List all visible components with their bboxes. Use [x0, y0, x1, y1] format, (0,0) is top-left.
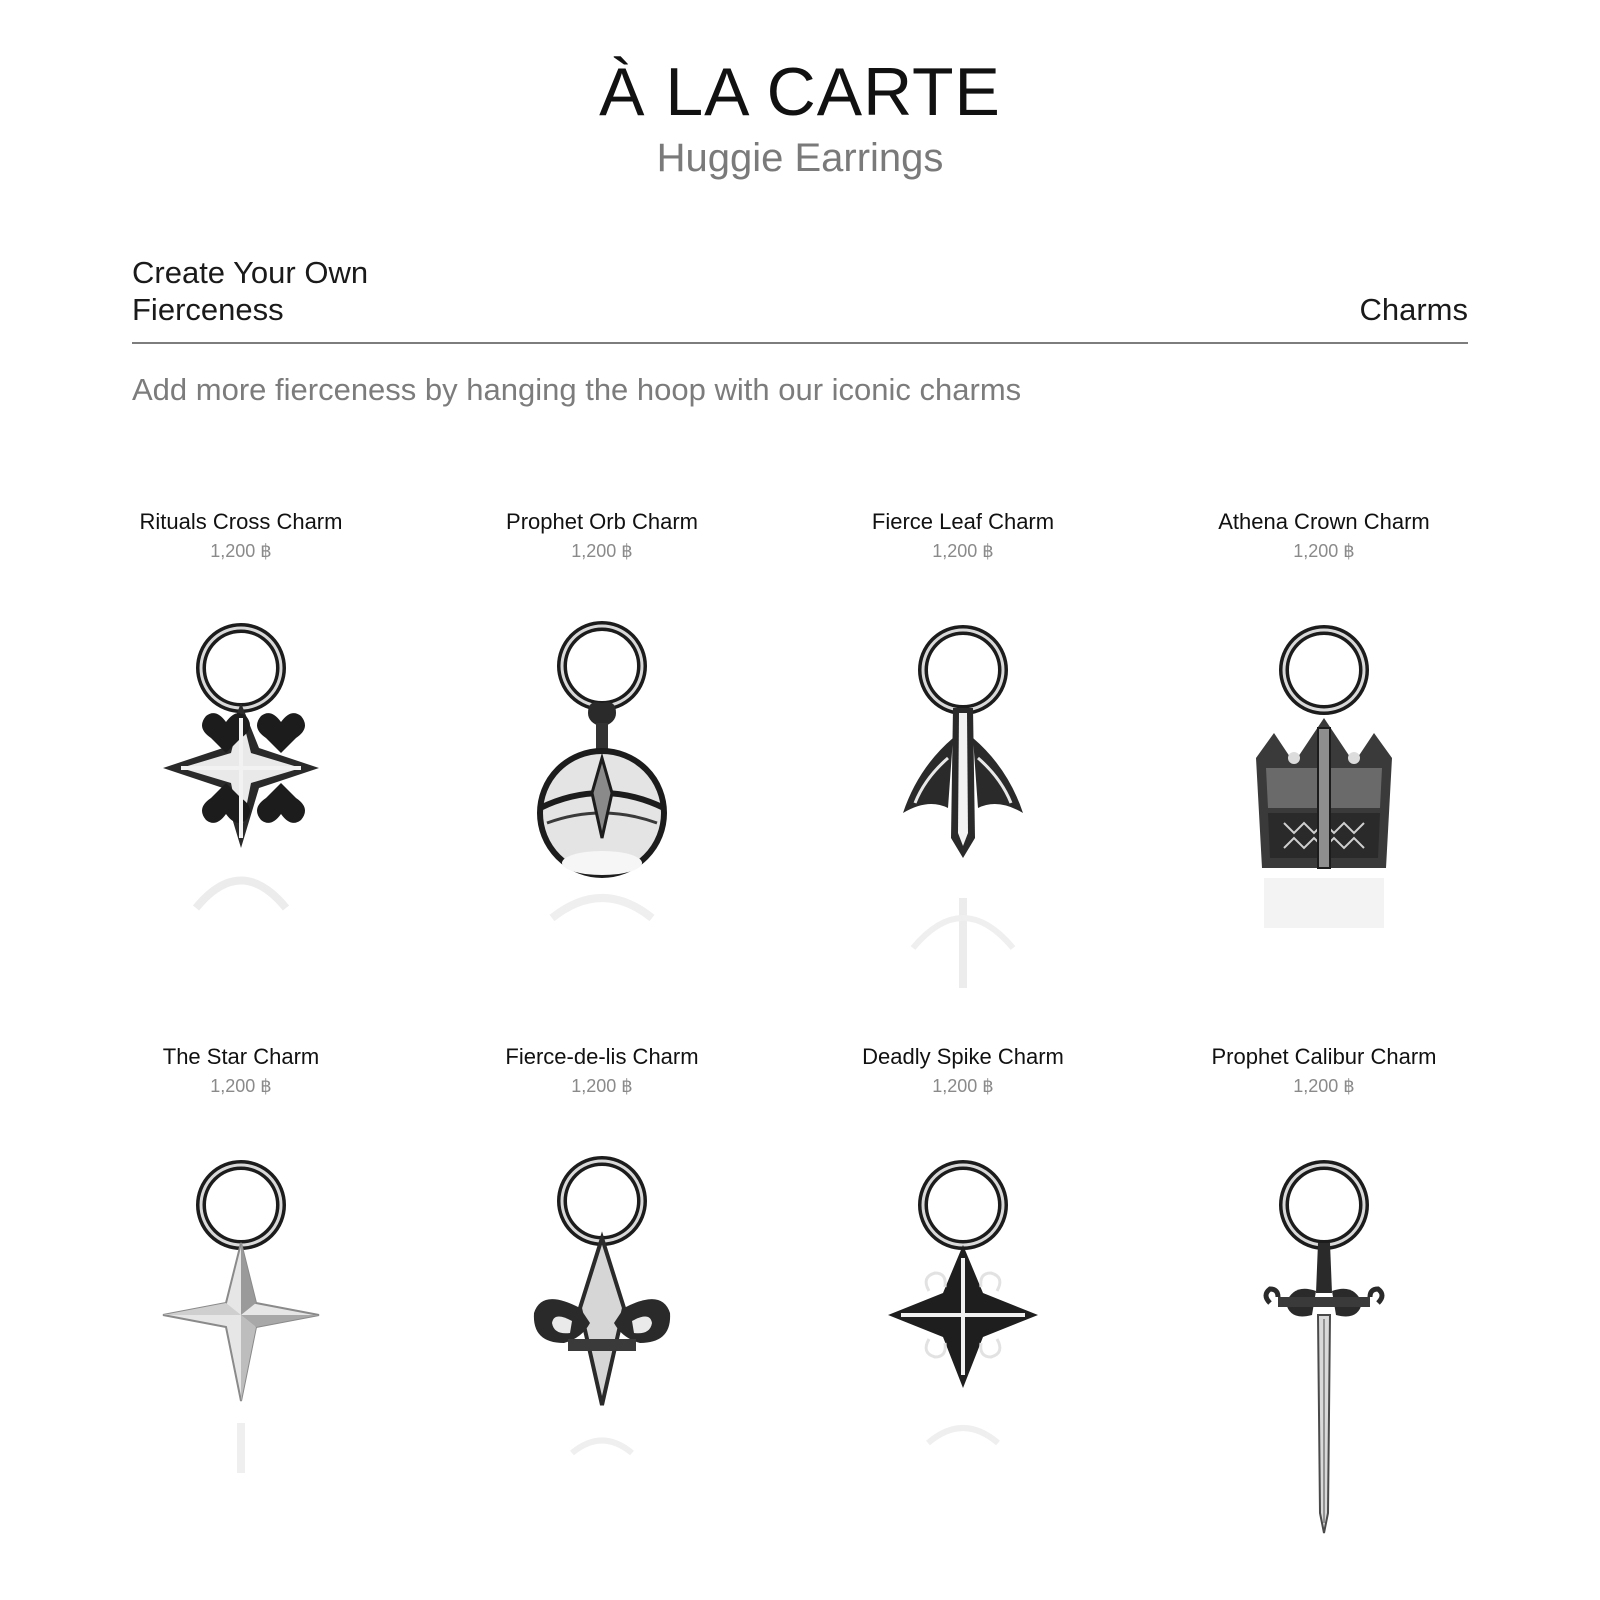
section-category-label: Charms — [1359, 292, 1468, 327]
product-card[interactable] — [1194, 508, 1454, 1008]
section-description: Add more fierceness by hanging the hoop with our iconic charms — [132, 372, 1022, 407]
deadly-spike-charm-image[interactable] — [833, 1143, 1093, 1543]
product-price: 1,200 ฿ — [210, 1076, 272, 1096]
product-name: Prophet Calibur Charm — [1211, 1044, 1437, 1069]
product-price: 1,200 ฿ — [932, 1076, 994, 1096]
product-card[interactable] — [111, 1043, 371, 1543]
fierce-leaf-charm-image[interactable] — [833, 608, 1093, 1008]
product-price: 1,200 ฿ — [210, 541, 272, 561]
prophet-orb-charm-image[interactable] — [472, 608, 732, 1008]
page-title: À LA CARTE — [599, 54, 1001, 130]
prophet-calibur-charm-image[interactable] — [1194, 1143, 1454, 1543]
section-header — [132, 254, 1468, 344]
product-name: Rituals Cross Charm — [139, 509, 343, 534]
product-name: The Star Charm — [162, 1044, 320, 1069]
product-card[interactable] — [472, 508, 732, 1008]
product-name: Fierce-de-lis Charm — [505, 1044, 699, 1069]
product-price: 1,200 ฿ — [1293, 1076, 1355, 1096]
section-heading-line1: Create Your Own — [132, 255, 369, 290]
product-price: 1,200 ฿ — [571, 1076, 633, 1096]
product-name: Fierce Leaf Charm — [871, 509, 1055, 534]
page-subtitle: Huggie Earrings — [656, 136, 944, 180]
section-heading — [132, 254, 368, 328]
product-card[interactable] — [111, 508, 371, 1008]
product-name: Athena Crown Charm — [1218, 509, 1430, 534]
product-price: 1,200 ฿ — [571, 541, 633, 561]
product-card[interactable] — [833, 1043, 1093, 1543]
product-price: 1,200 ฿ — [1293, 541, 1355, 561]
product-name: Prophet Orb Charm — [506, 509, 698, 534]
athena-crown-charm-image[interactable] — [1194, 608, 1454, 1008]
product-name: Deadly Spike Charm — [862, 1044, 1064, 1069]
fierce-de-lis-charm-image[interactable] — [472, 1143, 732, 1543]
rituals-cross-charm-image[interactable] — [111, 608, 371, 1008]
product-price: 1,200 ฿ — [932, 541, 994, 561]
product-card[interactable] — [472, 1043, 732, 1543]
product-card[interactable] — [833, 508, 1093, 1008]
page-header — [0, 54, 1600, 180]
product-card[interactable] — [1194, 1043, 1454, 1543]
section-heading-line2: Fierceness — [132, 292, 284, 327]
star-charm-image[interactable] — [111, 1143, 371, 1543]
